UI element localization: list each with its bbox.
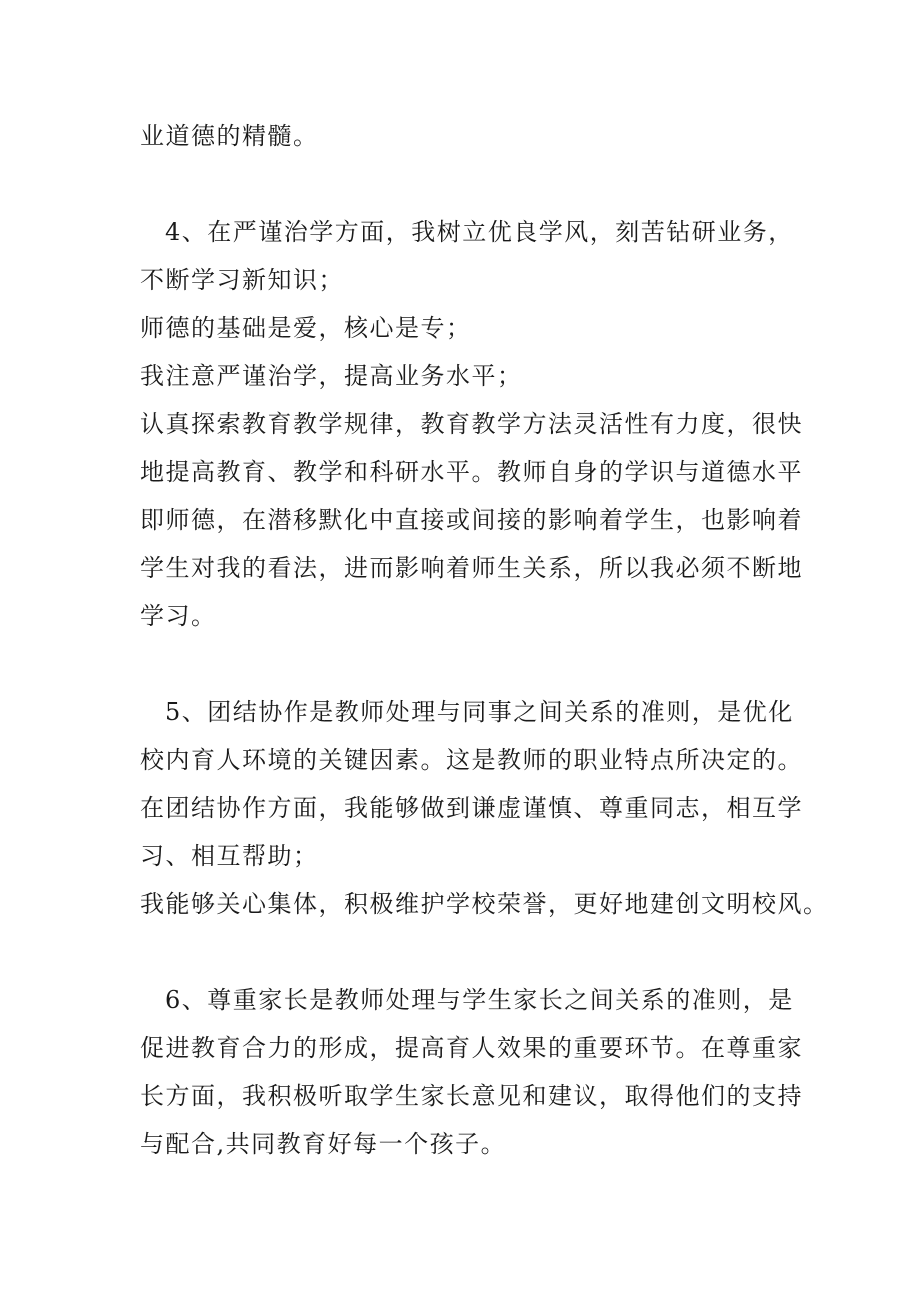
text-line: 6、尊重家长是教师处理与学生家长之间关系的准则，是 <box>165 986 794 1014</box>
text-line: 学生对我的看法，进而影响着师生关系，所以我必须不断地 <box>140 554 803 582</box>
text-line: 不断学习新知识； <box>140 266 344 294</box>
paragraph-item-5 <box>140 688 829 928</box>
text-line: 与配合,共同教育好每一个孩子。 <box>140 1130 507 1158</box>
text-line: 4、在严谨治学方面，我树立优良学风，刻苦钻研业务， <box>165 218 794 246</box>
text-line: 我能够关心集体，积极维护学校荣誉，更好地建创文明校风。 <box>140 890 829 918</box>
text-line: 5、团结协作是教师处理与同事之间关系的准则，是优化 <box>165 698 794 726</box>
paragraph-continuation <box>140 112 800 160</box>
text-line: 习、相互帮助； <box>140 842 319 870</box>
text-line: 我注意严谨治学，提高业务水平； <box>140 362 523 390</box>
text-line: 校内育人环境的关键因素。这是教师的职业特点所决定的。 <box>140 746 803 774</box>
text-line: 认真探索教育教学规律，教育教学方法灵活性有力度，很快 <box>140 410 803 438</box>
paragraph-item-6 <box>140 976 803 1168</box>
text-line: 长方面，我积极听取学生家长意见和建议，取得他们的支持 <box>140 1082 803 1110</box>
paragraph-item-4 <box>140 208 803 640</box>
text-line: 在团结协作方面，我能够做到谦虚谨慎、尊重同志，相互学 <box>140 794 803 822</box>
text-line: 师德的基础是爱，核心是专； <box>140 314 472 342</box>
text-line: 即师德，在潜移默化中直接或间接的影响着学生，也影响着 <box>140 506 803 534</box>
text-line: 业道德的精髓。 <box>140 122 319 150</box>
text-line: 促进教育合力的形成，提高育人效果的重要环节。在尊重家 <box>140 1034 803 1062</box>
text-line: 地提高教育、教学和科研水平。教师自身的学识与道德水平 <box>140 458 803 486</box>
text-line: 学习。 <box>140 602 217 630</box>
